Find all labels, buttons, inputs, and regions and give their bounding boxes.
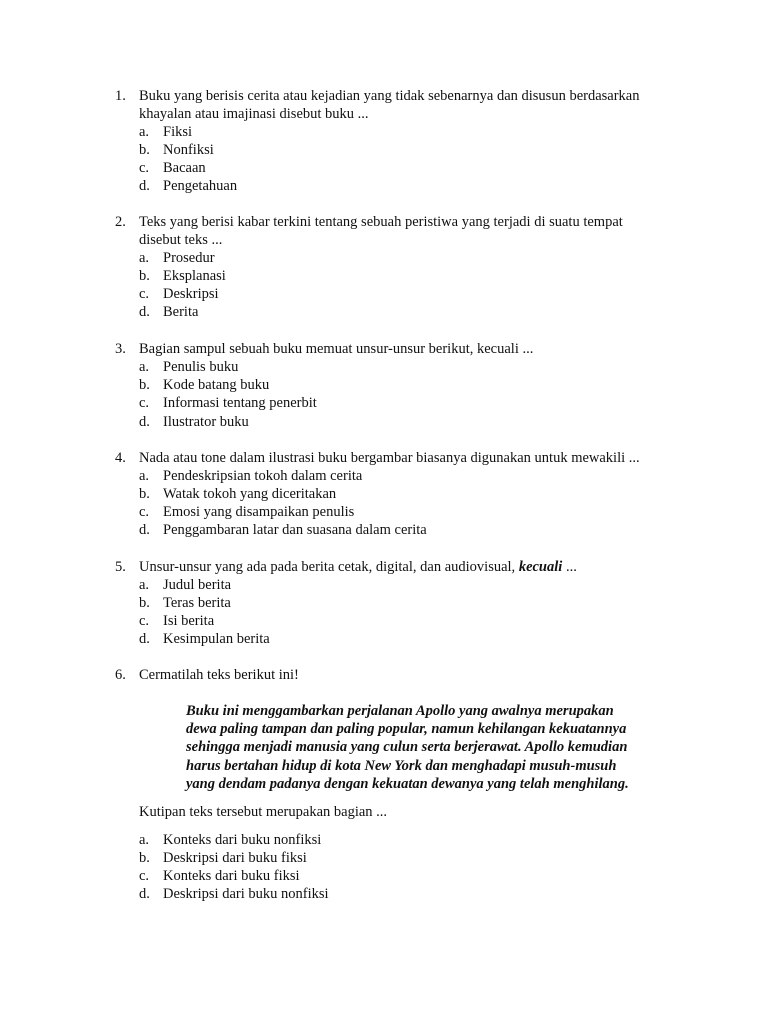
option-letter: a. (139, 468, 150, 484)
option-text: Konteks dari buku nonfiksi (163, 832, 322, 848)
option-text: Pengetahuan (163, 178, 238, 194)
option-letter: b. (139, 486, 150, 502)
question-number: 1. (115, 88, 126, 104)
option-letter: b. (139, 142, 150, 158)
option-letter: c. (139, 395, 150, 411)
quote-line: harus bertahan hidup di kota New York dan menghadapi musuh-musuh (186, 757, 617, 774)
option-text: Pendeskripsian tokoh dalam cerita (163, 468, 363, 484)
option-text: Penggambaran latar dan suasana dalam cerita (163, 522, 427, 538)
option-letter: d. (139, 304, 150, 320)
option-letter: c. (139, 868, 150, 884)
question-text-line (139, 558, 577, 576)
option-letter: b. (139, 850, 150, 866)
option-text: Bacaan (163, 160, 206, 176)
option-letter: a. (139, 577, 150, 593)
option-letter: d. (139, 414, 150, 430)
option-text: Eksplanasi (163, 268, 226, 284)
option-letter: a. (139, 250, 150, 266)
option-letter: d. (139, 886, 150, 902)
option-text: Watak tokoh yang diceritakan (163, 486, 337, 502)
option-text: Emosi yang disampaikan penulis (163, 504, 355, 520)
option-letter: d. (139, 178, 150, 194)
option-text: Deskripsi dari buku nonfiksi (163, 886, 329, 902)
option-text: Deskripsi dari buku fiksi (163, 850, 307, 866)
question-text-ellipsis: ... (562, 559, 577, 575)
option-text: Deskripsi (163, 286, 219, 302)
question-number: 2. (115, 214, 126, 230)
option-letter: a. (139, 124, 150, 140)
option-text: Prosedur (163, 250, 215, 266)
option-text: Penulis buku (163, 359, 239, 375)
option-letter: b. (139, 377, 150, 393)
question-number: 6. (115, 667, 126, 683)
option-text: Informasi tentang penerbit (163, 395, 317, 411)
option-letter: c. (139, 160, 150, 176)
question-text-line: Nada atau tone dalam ilustrasi buku bergambar biasanya digunakan untuk mewakili ... (139, 450, 640, 466)
option-letter: c. (139, 613, 150, 629)
question-text: Unsur-unsur yang ada pada berita cetak, digital, dan audiovisual, (139, 559, 519, 575)
option-letter: d. (139, 522, 150, 538)
quote-line: yang dendam padanya dengan kekuatan dewanya yang telah menghilang. (186, 775, 629, 792)
option-text: Teras berita (163, 595, 231, 611)
question-text-line: Teks yang berisi kabar terkini tentang sebuah peristiwa yang terjadi di suatu tempat (139, 214, 623, 230)
option-letter: a. (139, 832, 150, 848)
option-text: Berita (163, 304, 199, 320)
option-letter: a. (139, 359, 150, 375)
option-text: Judul berita (163, 577, 232, 593)
option-text: Isi berita (163, 613, 215, 629)
question-text-line: disebut teks ... (139, 232, 223, 248)
option-text: Kesimpulan berita (163, 631, 270, 647)
option-letter: b. (139, 595, 150, 611)
question-number: 5. (115, 559, 126, 575)
option-letter: b. (139, 268, 150, 284)
question-text-line: Bagian sampul sebuah buku memuat unsur-unsur berikut, kecuali ... (139, 341, 534, 357)
quote-line: dewa paling tampan dan paling popular, namun kehilangan kekuatannya (186, 721, 627, 738)
option-text: Nonfiksi (163, 142, 214, 158)
option-letter: d. (139, 631, 150, 647)
option-letter: c. (139, 286, 150, 302)
question-number: 3. (115, 341, 126, 357)
emphasis-keyword: kecuali (518, 559, 563, 575)
question-number: 4. (115, 450, 126, 466)
option-text: Kode batang buku (163, 377, 270, 393)
question-text-line: Cermatilah teks berikut ini! (139, 667, 299, 683)
question-text-line: Buku yang berisis cerita atau kejadian yang tidak sebenarnya dan disusun berdasarkan (139, 88, 640, 104)
option-text: Fiksi (163, 124, 193, 140)
option-letter: c. (139, 504, 150, 520)
option-text: Konteks dari buku fiksi (163, 868, 300, 884)
question-prompt: Kutipan teks tersebut merupakan bagian ... (139, 804, 388, 820)
option-text: Ilustrator buku (163, 414, 249, 430)
quote-line: sehingga menjadi manusia yang culun serta berjerawat. Apollo kemudian (186, 739, 628, 756)
quoted-passage (186, 702, 686, 793)
question-text-line: khayalan atau imajinasi disebut buku ... (139, 106, 369, 122)
quote-line: Buku ini menggambarkan perjalanan Apollo yang awalnya merupakan (186, 703, 614, 719)
